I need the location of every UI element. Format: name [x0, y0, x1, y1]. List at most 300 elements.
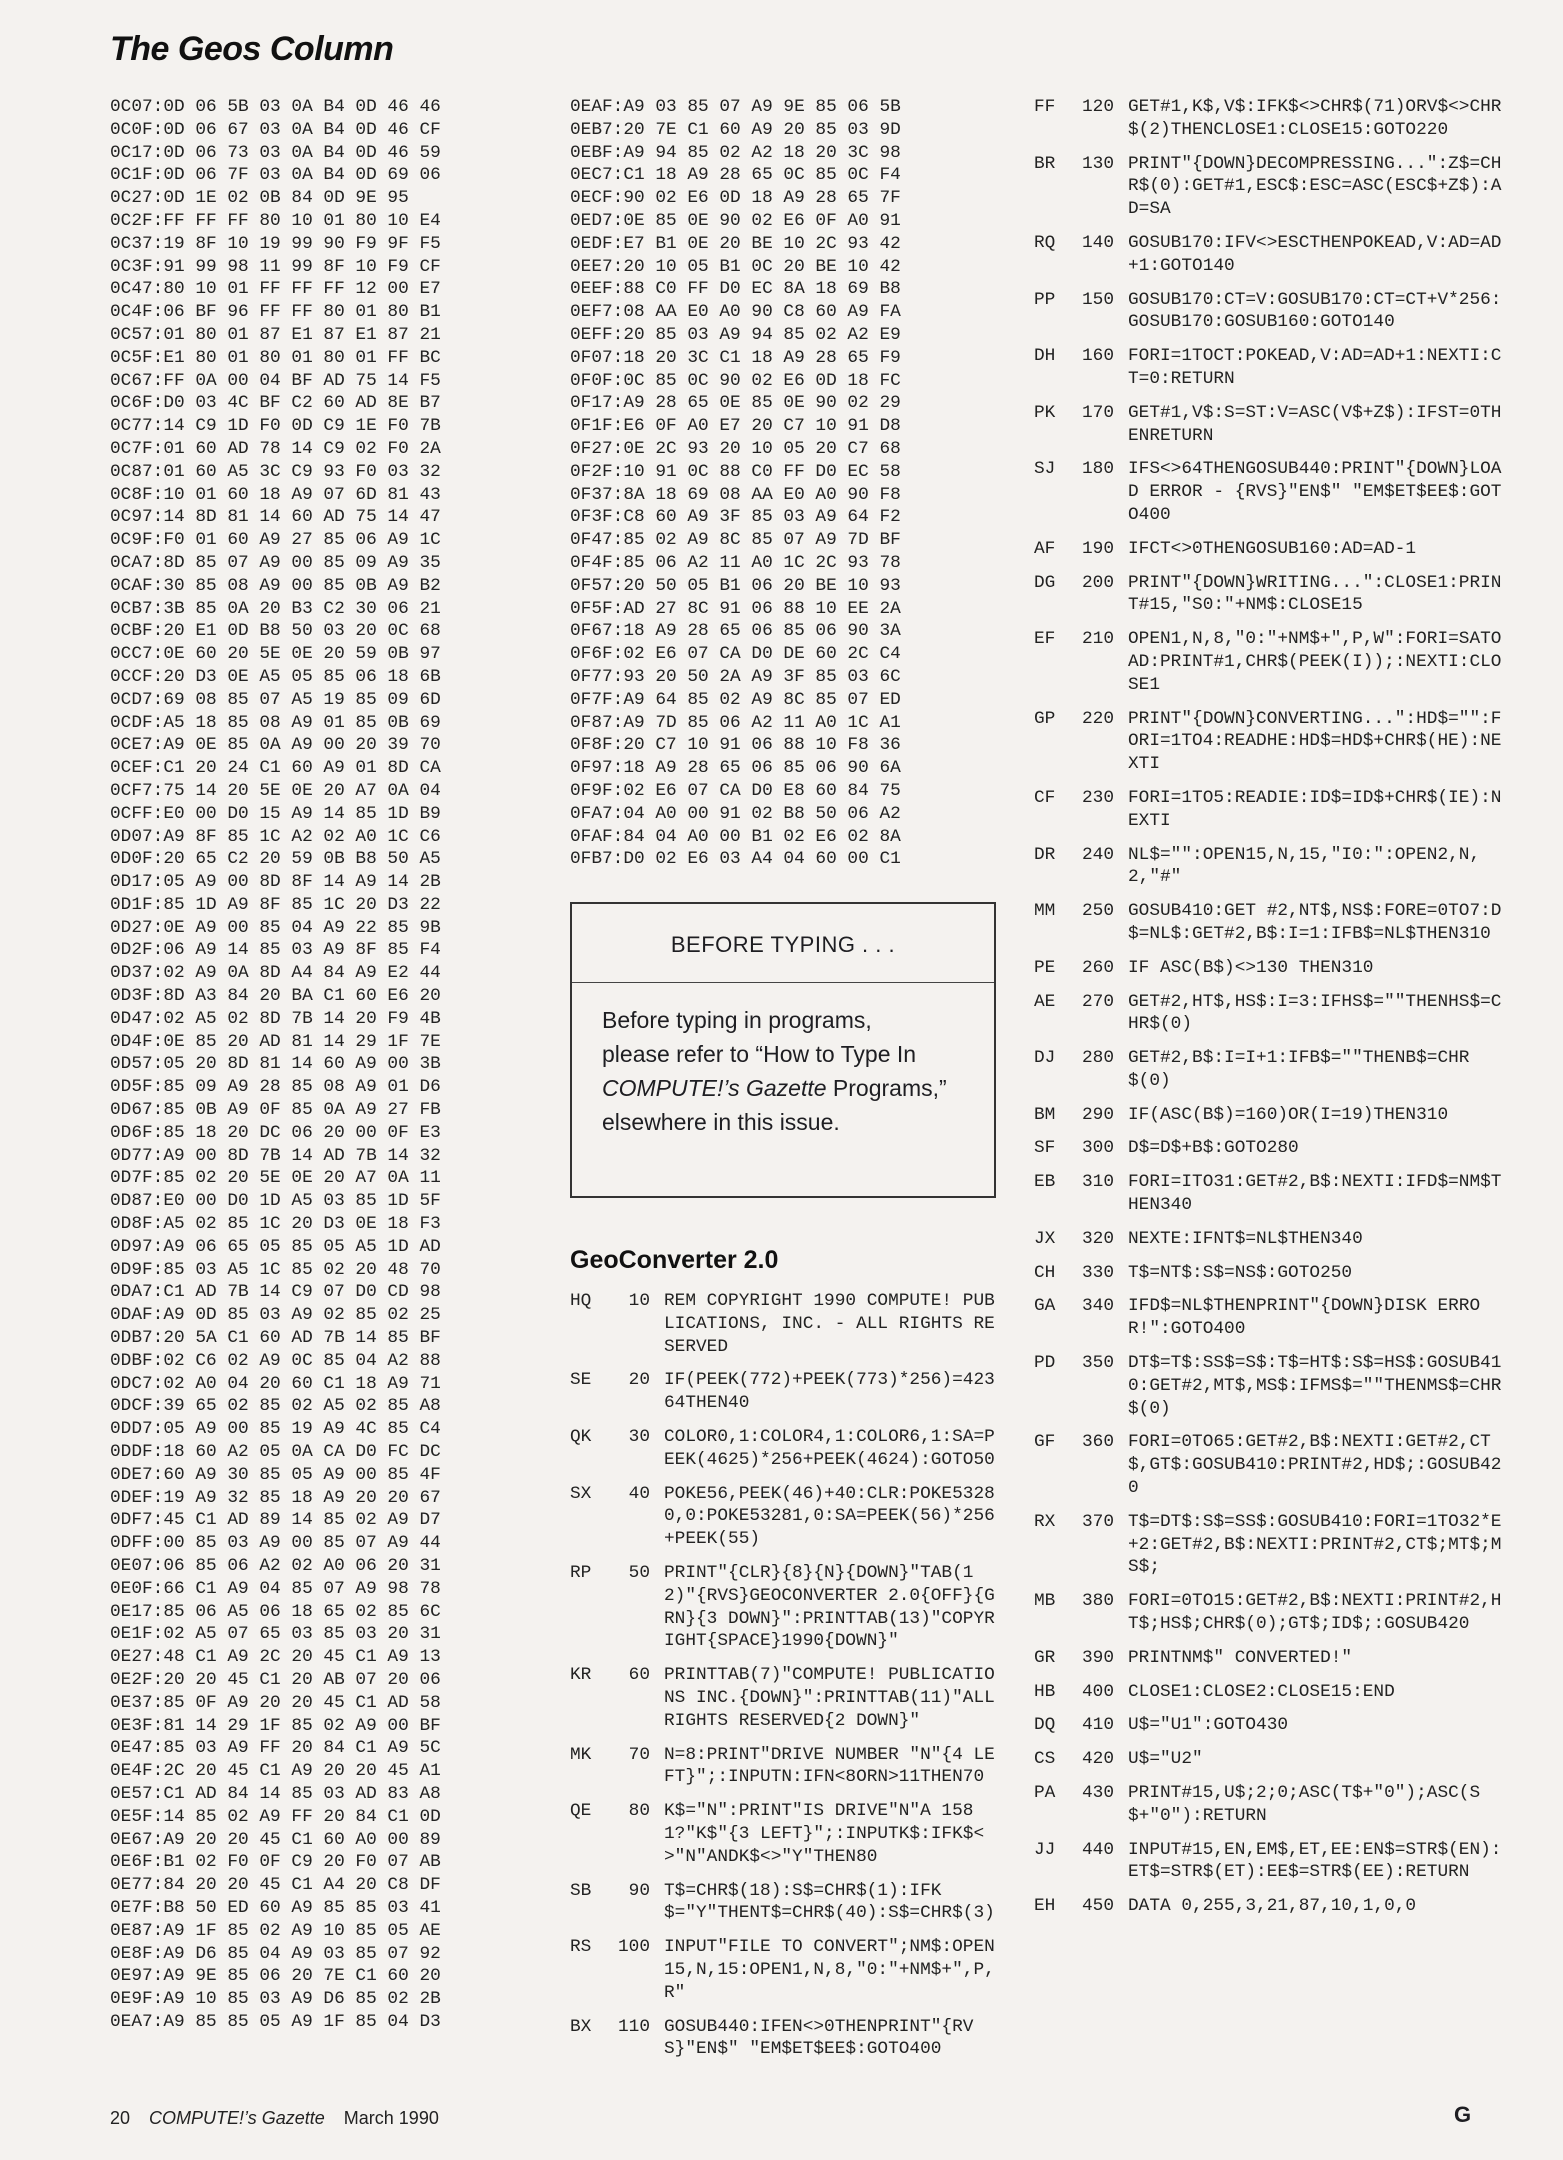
hex-line: 0E17:85 06 A5 06 18 65 02 85 6C	[110, 1601, 441, 1622]
program-line	[570, 1664, 1006, 1732]
line-number: 360	[1081, 1432, 1114, 1453]
hex-line: 0DF7:45 C1 AD 89 14 85 02 A9 D7	[110, 1510, 441, 1531]
line-number: 370	[1081, 1511, 1114, 1532]
checksum: SX	[570, 1483, 592, 1504]
basic-listing-part-2	[1034, 96, 1504, 1929]
hex-line: 0D6F:85 18 20 DC 06 20 00 0F E3	[110, 1122, 441, 1143]
hex-line: 0E67:A9 20 20 45 C1 60 A0 00 89	[110, 1829, 441, 1850]
checksum: CS	[1034, 1749, 1056, 1770]
hex-line: 0C8F:10 01 60 18 A9 07 6D 81 43	[110, 484, 441, 505]
checksum: PE	[1034, 957, 1056, 978]
line-code: REM COPYRIGHT 1990 COMPUTE! PUBLICATIONS, INC. - ALL RIGHTS RESERVED	[664, 1291, 995, 1357]
hex-line: 0D9F:85 03 A5 1C 85 02 20 48 70	[110, 1259, 441, 1280]
hex-line: 0F6F:02 E6 07 CA D0 DE 60 2C C4	[570, 644, 901, 665]
program-line	[1034, 1839, 1504, 1885]
hex-line: 0C5F:E1 80 01 80 01 80 01 FF BC	[110, 347, 441, 368]
hex-line: 0EE7:20 10 05 B1 0C 20 BE 10 42	[570, 256, 901, 277]
checksum: PA	[1034, 1783, 1056, 1804]
program-line	[1034, 787, 1504, 833]
program-line	[1034, 991, 1504, 1037]
line-code: U$="U1":GOTO430	[1128, 1715, 1289, 1736]
hex-dump-column-2	[570, 96, 1000, 871]
hex-line: 0CC7:0E 60 20 5E 0E 20 59 0B 97	[110, 644, 441, 665]
hex-line: 0F8F:20 C7 10 91 06 88 10 F8 36	[570, 735, 901, 756]
line-code: FORI=1TOCT:POKEAD,V:AD=AD+1:NEXTI:CT=0:RETURN	[1128, 346, 1502, 389]
basic-listing-part-1	[570, 1290, 1006, 2072]
program-line	[1034, 1714, 1504, 1737]
line-code: FORI=0TO65:GET#2,B$:NEXTI:GET#2,CT$,GT$:GOSUB410:PRINT#2,HD$;:GOSUB420	[1128, 1432, 1502, 1499]
checksum: JX	[1034, 1228, 1056, 1249]
hex-line: 0CEF:C1 20 24 C1 60 A9 01 8D CA	[110, 758, 441, 779]
hex-line: 0CAF:30 85 08 A9 00 85 0B A9 B2	[110, 575, 441, 596]
line-number: 90	[628, 1880, 650, 1901]
hex-line: 0C87:01 60 A5 3C C9 93 F0 03 32	[110, 461, 441, 482]
line-number: 350	[1081, 1353, 1114, 1374]
program-line	[1034, 1047, 1504, 1093]
hex-line: 0C4F:06 BF 96 FF FF 80 01 80 B1	[110, 302, 441, 323]
line-code: GOSUB170:CT=V:GOSUB170:CT=CT+V*256:GOSUB170:GOSUB160:GOTO140	[1128, 289, 1502, 333]
line-code: U$="U2"	[1128, 1749, 1203, 1770]
hex-line: 0CF7:75 14 20 5E 0E 20 A7 0A 04	[110, 780, 441, 801]
checksum: EF	[1034, 629, 1056, 650]
checksum: FF	[1034, 97, 1056, 117]
hex-line: 0D5F:85 09 A9 28 85 08 A9 01 D6	[110, 1077, 441, 1098]
program-line	[570, 1744, 1000, 1790]
line-number: 450	[1081, 1896, 1114, 1917]
program-line	[1034, 153, 1504, 221]
line-number: 440	[1081, 1839, 1114, 1860]
line-number: 220	[1081, 708, 1114, 729]
line-number: 390	[1081, 1647, 1114, 1668]
hex-line: 0F77:93 20 50 2A A9 3F 85 03 6C	[570, 666, 901, 687]
hex-line: 0D37:02 A9 0A 8D A4 84 A9 E2 44	[110, 963, 441, 984]
line-code: T$=DT$:S$=SS$:GOSUB410:FORI=1TO32*E+2:GET#2,B$:NEXTI:PRINT#2,CT$;MT$;MS$;	[1128, 1511, 1502, 1578]
line-code: GET#1,K$,V$:IFK$<>CHR$(71)ORV$<>CHR$(2)THENCLOSE1:CLOSE15:GOTO220	[1128, 97, 1502, 140]
hex-dump-column-1	[110, 96, 540, 2034]
hex-line: 0CA7:8D 85 07 A9 00 85 09 A9 35	[110, 552, 441, 573]
line-number: 300	[1081, 1138, 1114, 1159]
program-line	[1034, 96, 1504, 142]
checksum: EB	[1034, 1172, 1056, 1193]
program-line	[570, 1426, 1000, 1472]
program-line	[1034, 232, 1504, 278]
line-code: GET#1,V$:S=ST:V=ASC(V$+Z$):IFST=0THENRETURN	[1128, 402, 1502, 446]
hex-line: 0C37:19 8F 10 19 99 90 F9 9F F5	[110, 233, 441, 254]
line-code: PRINTNM$" CONVERTED!"	[1128, 1647, 1353, 1668]
checksum: DR	[1034, 844, 1056, 865]
program-line	[1034, 1748, 1504, 1771]
line-number: 60	[628, 1665, 650, 1686]
hex-line: 0CBF:20 E1 0D B8 50 03 20 0C 68	[110, 621, 441, 642]
line-number: 80	[628, 1801, 650, 1822]
hex-line: 0F2F:10 91 0C 88 C0 FF D0 EC 58	[570, 461, 901, 482]
before-typing-box	[570, 902, 996, 1198]
checksum: GP	[1034, 708, 1056, 729]
line-code: IFS<>64THENGOSUB440:PRINT"{DOWN}LOAD ERROR - {RVS}"EN$" "EM$ET$EE$:GOTO400	[1128, 459, 1502, 525]
line-number: 200	[1081, 572, 1114, 593]
program-line	[1034, 1681, 1504, 1704]
line-number: 240	[1081, 844, 1114, 865]
box-line	[602, 1071, 994, 1105]
hex-line: 0DC7:02 A0 04 20 60 C1 18 A9 71	[110, 1373, 441, 1394]
line-number: 290	[1081, 1104, 1114, 1125]
hex-line: 0DDF:18 60 A2 05 0A CA D0 FC DC	[110, 1442, 441, 1463]
hex-line: 0EAF:A9 03 85 07 A9 9E 85 06 5B	[570, 97, 901, 117]
footer-magazine: COMPUTE!’s Gazette	[149, 2108, 325, 2128]
program-line	[570, 1290, 1000, 1358]
program-title: GeoConverter 2.0	[570, 1246, 779, 1274]
hex-line: 0D47:02 A5 02 8D 7B 14 20 F9 4B	[110, 1008, 441, 1029]
hex-line: 0DCF:39 65 02 85 02 A5 02 85 A8	[110, 1396, 441, 1417]
line-number: 100	[617, 1937, 650, 1958]
hex-line: 0E3F:81 14 29 1F 85 02 A9 00 BF	[110, 1715, 441, 1736]
hex-line: 0DAF:A9 0D 85 03 A9 02 85 02 25	[110, 1305, 441, 1326]
hex-line: 0F37:8A 18 69 08 AA E0 A0 90 F8	[570, 484, 901, 505]
hex-line: 0E57:C1 AD 84 14 85 03 AD 83 A8	[110, 1783, 441, 1804]
hex-line: 0C57:01 80 01 87 E1 87 E1 87 21	[110, 324, 441, 345]
checksum: DH	[1034, 346, 1056, 367]
checksum: GF	[1034, 1432, 1056, 1453]
hex-line: 0FAF:84 04 A0 00 B1 02 E6 02 8A	[570, 826, 901, 847]
line-number: 20	[628, 1370, 650, 1391]
line-code: IF ASC(B$)<>130 THEN310	[1128, 957, 1374, 978]
program-line	[570, 2016, 1000, 2062]
checksum: SB	[570, 1880, 592, 1901]
program-line	[1034, 458, 1504, 526]
hex-line: 0C9F:F0 01 60 A9 27 85 06 A9 1C	[110, 530, 441, 551]
line-code: PRINT"{CLR}{8}{N}{DOWN}"TAB(12)"{RVS}GEOCONVERTER 2.0{OFF}{GRN}{3 DOWN}":PRINTTAB(13)"COPYRIGHT{SPACE}1990{DOWN}"	[664, 1562, 995, 1652]
hex-line: 0C97:14 8D 81 14 60 AD 75 14 47	[110, 507, 441, 528]
line-number: 280	[1081, 1048, 1114, 1069]
hex-line: 0C6F:D0 03 4C BF C2 60 AD 8E B7	[110, 393, 441, 414]
line-number: 40	[628, 1483, 650, 1504]
hex-line: 0DA7:C1 AD 7B 14 C9 07 D0 CD 98	[110, 1282, 441, 1303]
footer-date: March 1990	[343, 2108, 439, 2128]
checksum: SJ	[1034, 459, 1056, 480]
line-code: D$=D$+B$:GOTO280	[1128, 1138, 1299, 1159]
hex-line: 0CCF:20 D3 0E A5 05 85 06 18 6B	[110, 666, 441, 687]
hex-line: 0F0F:0C 85 0C 90 02 E6 0D 18 FC	[570, 370, 901, 391]
checksum: BX	[570, 2016, 592, 2037]
hex-line: 0E27:48 C1 A9 2C 20 45 C1 A9 13	[110, 1647, 441, 1668]
hex-line: 0F57:20 50 05 B1 06 20 BE 10 93	[570, 575, 901, 596]
checksum: RX	[1034, 1511, 1056, 1532]
hex-line: 0FB7:D0 02 E6 03 A4 04 60 00 C1	[570, 849, 901, 870]
line-code: PRINTTAB(7)"COMPUTE! PUBLICATIONS INC.{DOWN}":PRINTTAB(11)"ALL RIGHTS RESERVED{2 DOWN}"	[664, 1665, 1006, 1731]
program-line	[1034, 1228, 1504, 1251]
line-number: 50	[628, 1562, 650, 1583]
hex-line: 0DEF:19 A9 32 85 18 A9 20 20 67	[110, 1487, 441, 1508]
line-number: 410	[1081, 1715, 1114, 1736]
hex-line: 0F87:A9 7D 85 06 A2 11 A0 1C A1	[570, 712, 901, 733]
hex-line: 0CD7:69 08 85 07 A5 19 85 09 6D	[110, 689, 441, 710]
line-code: CLOSE1:CLOSE2:CLOSE15:END	[1128, 1681, 1395, 1702]
checksum: BM	[1034, 1104, 1056, 1125]
program-line	[1034, 844, 1504, 890]
line-code: IFCT<>0THENGOSUB160:AD=AD-1	[1128, 538, 1417, 559]
hex-line: 0C3F:91 99 98 11 99 8F 10 F9 CF	[110, 256, 441, 277]
hex-line: 0ECF:90 02 E6 0D 18 A9 28 65 7F	[570, 188, 901, 209]
hex-line: 0DD7:05 A9 00 85 19 A9 4C 85 C4	[110, 1419, 441, 1440]
hex-line: 0D77:A9 00 8D 7B 14 AD 7B 14 32	[110, 1145, 441, 1166]
hex-line: 0E2F:20 20 45 C1 20 AB 07 20 06	[110, 1669, 441, 1690]
page-number: 20	[110, 2108, 131, 2128]
hex-line: 0CDF:A5 18 85 08 A9 01 85 0B 69	[110, 712, 441, 733]
checksum: QK	[570, 1426, 592, 1447]
line-code: POKE56,PEEK(46)+40:CLR:POKE53280,0:POKE53281,0:SA=PEEK(56)*256+PEEK(55)	[664, 1483, 995, 1550]
line-number: 320	[1081, 1228, 1114, 1249]
line-number: 180	[1081, 459, 1114, 480]
checksum: HQ	[570, 1291, 592, 1311]
hex-line: 0EDF:E7 B1 0E 20 BE 10 2C 93 42	[570, 233, 901, 254]
program-line	[570, 1880, 1000, 1926]
hex-line: 0EEF:88 C0 FF D0 EC 8A 18 69 B8	[570, 279, 901, 300]
checksum: PP	[1034, 289, 1056, 310]
line-code: GOSUB170:IFV<>ESCTHENPOKEAD,V:AD=AD+1:GOTO140	[1128, 232, 1502, 276]
checksum: GA	[1034, 1296, 1056, 1317]
hex-line: 0F3F:C8 60 A9 3F 85 03 A9 64 F2	[570, 507, 901, 528]
line-code: INPUT#15,EN,EM$,ET,EE:EN$=STR$(EN):ET$=STR$(ET):EE$=STR$(EE):RETURN	[1128, 1839, 1502, 1883]
hex-line: 0D17:05 A9 00 8D 8F 14 A9 14 2B	[110, 872, 441, 893]
hex-line: 0C07:0D 06 5B 03 0A B4 0D 46 46	[110, 97, 441, 117]
line-number: 150	[1081, 289, 1114, 310]
checksum: SF	[1034, 1138, 1056, 1159]
hex-line: 0E87:A9 1F 85 02 A9 10 85 05 AE	[110, 1920, 441, 1941]
hex-line: 0F27:0E 2C 93 20 10 05 20 C7 68	[570, 438, 901, 459]
hex-line: 0E47:85 03 A9 FF 20 84 C1 A9 5C	[110, 1738, 441, 1759]
hex-line: 0C0F:0D 06 67 03 0A B4 0D 46 CF	[110, 119, 441, 140]
hex-line: 0E77:84 20 20 45 C1 A4 20 C8 DF	[110, 1875, 441, 1896]
line-code: N=8:PRINT"DRIVE NUMBER "N"{4 LEFT}";:INPUTN:IFN<8ORN>11THEN70	[664, 1744, 995, 1788]
line-code: FORI=ITO31:GET#2,B$:NEXTI:IFD$=NM$THEN340	[1128, 1172, 1502, 1216]
checksum: MB	[1034, 1591, 1056, 1612]
checksum: MM	[1034, 901, 1056, 922]
hex-line: 0DB7:20 5A C1 60 AD 7B 14 85 BF	[110, 1328, 441, 1349]
line-number: 310	[1081, 1172, 1114, 1193]
hex-line: 0D27:0E A9 00 85 04 A9 22 85 9B	[110, 917, 441, 938]
checksum: GR	[1034, 1647, 1056, 1668]
line-code: INPUT"FILE TO CONVERT";NM$:OPEN15,N,15:OPEN1,N,8,"0:"+NM$+",P,R"	[664, 1937, 995, 2003]
line-number: 210	[1081, 629, 1114, 650]
line-code: IF(ASC(B$)=160)OR(I=19)THEN310	[1128, 1104, 1449, 1125]
hex-line: 0EA7:A9 85 85 05 A9 1F 85 04 D3	[110, 2011, 441, 2032]
hex-line: 0DFF:00 85 03 A9 00 85 07 A9 44	[110, 1533, 441, 1554]
hex-line: 0F07:18 20 3C C1 18 A9 28 65 F9	[570, 347, 901, 368]
hex-line: 0F9F:02 E6 07 CA D0 E8 60 84 75	[570, 780, 901, 801]
line-code: GET#2,HT$,HS$:I=3:IFHS$=""THENHS$=CHR$(0)	[1128, 991, 1502, 1035]
hex-line: 0F4F:85 06 A2 11 A0 1C 2C 93 78	[570, 552, 901, 573]
page-footer	[110, 2108, 439, 2129]
hex-line: 0E7F:B8 50 ED 60 A9 85 85 03 41	[110, 1897, 441, 1918]
column-header: The Geos Column	[110, 30, 394, 68]
hex-line: 0D87:E0 00 D0 1D A5 03 85 1D 5F	[110, 1191, 441, 1212]
hex-line: 0DBF:02 C6 02 A9 0C 85 04 A2 88	[110, 1350, 441, 1371]
program-line	[1034, 289, 1504, 335]
checksum: DQ	[1034, 1715, 1056, 1736]
checksum: AE	[1034, 991, 1056, 1012]
checksum: PK	[1034, 402, 1056, 423]
line-code: K$="N":PRINT"IS DRIVE"N"A 1581?"K$"{3 LEFT}";:INPUTK$:IFK$<>"N"ANDK$<>"Y"THEN80	[664, 1801, 985, 1867]
program-line	[1034, 1895, 1504, 1918]
hex-line: 0C27:0D 1E 02 0B 84 0D 9E 95	[110, 188, 409, 209]
hex-line: 0D57:05 20 8D 81 14 60 A9 00 3B	[110, 1054, 441, 1075]
line-code: NEXTE:IFNT$=NL$THEN340	[1128, 1228, 1363, 1249]
line-number: 230	[1081, 787, 1114, 808]
checksum: RQ	[1034, 232, 1056, 253]
hex-line: 0EFF:20 85 03 A9 94 85 02 A2 E9	[570, 324, 901, 345]
hex-line: 0D2F:06 A9 14 85 03 A9 8F 85 F4	[110, 940, 441, 961]
checksum: MK	[570, 1744, 592, 1765]
magazine-name: COMPUTE!’s Gazette	[602, 1075, 827, 1101]
line-code: GET#2,B$:I=I+1:IFB$=""THENB$=CHR$(0)	[1128, 1048, 1470, 1091]
box-line: please refer to “How to Type In	[602, 1041, 917, 1067]
program-line	[1034, 1137, 1504, 1160]
program-line	[570, 1800, 1000, 1868]
line-code: IFD$=NL$THENPRINT"{DOWN}DISK ERROR!":GOTO400	[1128, 1296, 1481, 1340]
hex-line: 0D0F:20 65 C2 20 59 0B B8 50 A5	[110, 849, 441, 870]
line-code: PRINT"{DOWN}DECOMPRESSING...":Z$=CHR$(0):GET#1,ESC$:ESC=ASC(ESC$+Z$):AD=SA	[1128, 153, 1502, 220]
hex-line: 0C17:0D 06 73 03 0A B4 0D 46 59	[110, 142, 441, 163]
hex-line: 0D7F:85 02 20 5E 0E 20 A7 0A 11	[110, 1168, 441, 1189]
checksum: JJ	[1034, 1839, 1056, 1860]
hex-line: 0EBF:A9 94 85 02 A2 18 20 3C 98	[570, 142, 901, 163]
line-number: 250	[1081, 901, 1114, 922]
line-code: GOSUB440:IFEN<>0THENPRINT"{RVS}"EN$" "EM$ET$EE$:GOTO400	[664, 2016, 974, 2060]
program-line	[570, 1562, 1000, 1653]
hex-line: 0DE7:60 A9 30 85 05 A9 00 85 4F	[110, 1464, 441, 1485]
program-line	[1034, 1431, 1504, 1499]
line-code: COLOR0,1:COLOR4,1:COLOR6,1:SA=PEEK(4625)*256+PEEK(4624):GOTO50	[664, 1426, 995, 1470]
line-number: 110	[617, 2016, 650, 2037]
line-number: 10	[628, 1291, 650, 1311]
checksum: PD	[1034, 1353, 1056, 1374]
hex-line: 0EB7:20 7E C1 60 A9 20 85 03 9D	[570, 119, 901, 140]
line-number: 260	[1081, 957, 1114, 978]
line-code: FORI=0TO15:GET#2,B$:NEXTI:PRINT#2,HT$;HS$;CHR$(0);GT$;ID$;:GOSUB420	[1128, 1591, 1502, 1635]
hex-line: 0C1F:0D 06 7F 03 0A B4 0D 69 06	[110, 165, 441, 186]
box-title: BEFORE TYPING . . .	[670, 932, 896, 957]
checksum: CH	[1034, 1262, 1056, 1283]
hex-line: 0ED7:0E 85 0E 90 02 E6 0F A0 91	[570, 210, 901, 231]
program-line	[1034, 628, 1504, 696]
line-number: 430	[1081, 1783, 1114, 1804]
program-line	[570, 1369, 1000, 1415]
checksum: QE	[570, 1801, 592, 1822]
hex-line: 0C7F:01 60 AD 78 14 C9 02 F0 2A	[110, 438, 441, 459]
line-code: DT$=T$:SS$=S$:T$=HT$:S$=HS$:GOSUB410:GET#2,MT$,MS$:IFMS$=""THENMS$=CHR$(0)	[1128, 1353, 1502, 1419]
line-code: T$=CHR$(18):S$=CHR$(1):IFK$="Y"THENT$=CHR$(40):S$=CHR$(3)	[664, 1880, 995, 1924]
hex-line: 0E9F:A9 10 85 03 A9 D6 85 02 2B	[110, 1989, 441, 2010]
hex-line: 0CFF:E0 00 D0 15 A9 14 85 1D B9	[110, 803, 441, 824]
hex-line: 0E0F:66 C1 A9 04 85 07 A9 98 78	[110, 1578, 441, 1599]
hex-line: 0CB7:3B 85 0A 20 B3 C2 30 06 21	[110, 598, 441, 619]
hex-line: 0E4F:2C 20 45 C1 A9 20 20 45 A1	[110, 1761, 441, 1782]
program-line	[1034, 1590, 1504, 1636]
checksum: RS	[570, 1937, 592, 1958]
program-line	[1034, 1647, 1504, 1670]
program-line	[1034, 402, 1504, 448]
hex-line: 0D8F:A5 02 85 1C 20 D3 0E 18 F3	[110, 1214, 441, 1235]
hex-line: 0C67:FF 0A 00 04 BF AD 75 14 F5	[110, 370, 441, 391]
checksum: KR	[570, 1665, 592, 1686]
program-line	[1034, 572, 1504, 618]
hex-line: 0F17:A9 28 65 0E 85 0E 90 02 29	[570, 393, 901, 414]
line-code: PRINT#15,U$;2;0;ASC(T$+"0");ASC(S$+"0"):RETURN	[1128, 1783, 1481, 1826]
checksum: SE	[570, 1370, 592, 1391]
program-line	[1034, 957, 1504, 980]
line-number: 400	[1081, 1681, 1114, 1702]
line-code: OPEN1,N,8,"0:"+NM$+",P,W":FORI=SATOAD:PRINT#1,CHR$(PEEK(I));:NEXTI:CLOSE1	[1128, 629, 1502, 695]
program-line	[1034, 1295, 1504, 1341]
line-code: DATA 0,255,3,21,87,10,1,0,0	[1128, 1896, 1417, 1917]
checksum: HB	[1034, 1681, 1056, 1702]
checksum: CF	[1034, 787, 1056, 808]
line-code: IF(PEEK(772)+PEEK(773)*256)=42364THEN40	[664, 1370, 995, 1414]
line-number: 330	[1081, 1262, 1114, 1283]
program-line	[1034, 708, 1504, 776]
line-number: 170	[1081, 402, 1114, 423]
hex-line: 0EC7:C1 18 A9 28 65 0C 85 0C F4	[570, 165, 901, 186]
line-code: T$=NT$:S$=NS$:GOTO250	[1128, 1262, 1353, 1283]
program-line	[1034, 900, 1504, 946]
line-number: 130	[1081, 153, 1114, 174]
program-line	[1034, 1262, 1504, 1285]
hex-line: 0E8F:A9 D6 85 04 A9 03 85 07 92	[110, 1943, 441, 1964]
checksum: BR	[1034, 153, 1056, 174]
line-number: 420	[1081, 1749, 1114, 1770]
line-number: 30	[628, 1426, 650, 1447]
hex-line: 0C47:80 10 01 FF FF FF 12 00 E7	[110, 279, 441, 300]
end-mark: G	[1454, 2102, 1472, 2127]
hex-line: 0D1F:85 1D A9 8F 85 1C 20 D3 22	[110, 894, 441, 915]
line-number: 270	[1081, 991, 1114, 1012]
hex-line: 0E1F:02 A5 07 65 03 85 03 20 31	[110, 1624, 441, 1645]
hex-line: 0C2F:FF FF FF 80 10 01 80 10 E4	[110, 210, 441, 231]
program-line	[570, 1936, 1000, 2004]
hex-line: 0CE7:A9 0E 85 0A A9 00 20 39 70	[110, 735, 441, 756]
hex-line: 0F47:85 02 A9 8C 85 07 A9 7D BF	[570, 530, 901, 551]
hex-line: 0D67:85 0B A9 0F 85 0A A9 27 FB	[110, 1100, 441, 1121]
hex-line: 0D07:A9 8F 85 1C A2 02 A0 1C C6	[110, 826, 441, 847]
hex-line: 0F1F:E6 0F A0 E7 20 C7 10 91 D8	[570, 416, 901, 437]
line-number: 340	[1081, 1296, 1114, 1317]
program-line	[1034, 1782, 1504, 1828]
program-line	[1034, 1104, 1504, 1127]
hex-line: 0D4F:0E 85 20 AD 81 14 29 1F 7E	[110, 1031, 441, 1052]
program-line	[1034, 538, 1504, 561]
hex-line: 0E37:85 0F A9 20 20 45 C1 AD 58	[110, 1692, 441, 1713]
checksum: DJ	[1034, 1048, 1056, 1069]
box-body	[572, 983, 994, 1139]
line-number: 70	[628, 1744, 650, 1765]
line-code: FORI=1TO5:READIE:ID$=ID$+CHR$(IE):NEXTI	[1128, 787, 1502, 831]
hex-line: 0E97:A9 9E 85 06 20 7E C1 60 20	[110, 1966, 441, 1987]
hex-line: 0E07:06 85 06 A2 02 A0 06 20 31	[110, 1556, 441, 1576]
checksum: EH	[1034, 1896, 1056, 1917]
line-number: 120	[1081, 97, 1114, 117]
line-number: 380	[1081, 1591, 1114, 1612]
program-line	[1034, 345, 1504, 391]
hex-line: 0D97:A9 06 65 05 85 05 A5 1D AD	[110, 1236, 441, 1257]
program-line	[1034, 1352, 1504, 1420]
box-line: Before typing in programs,	[602, 1007, 872, 1033]
checksum: AF	[1034, 538, 1056, 559]
hex-line: 0F7F:A9 64 85 02 A9 8C 85 07 ED	[570, 689, 901, 710]
hex-line: 0F5F:AD 27 8C 91 06 88 10 EE 2A	[570, 598, 901, 619]
program-line	[570, 1483, 1000, 1551]
hex-line: 0E6F:B1 02 F0 0F C9 20 F0 07 AB	[110, 1852, 441, 1873]
line-number: 160	[1081, 346, 1114, 367]
